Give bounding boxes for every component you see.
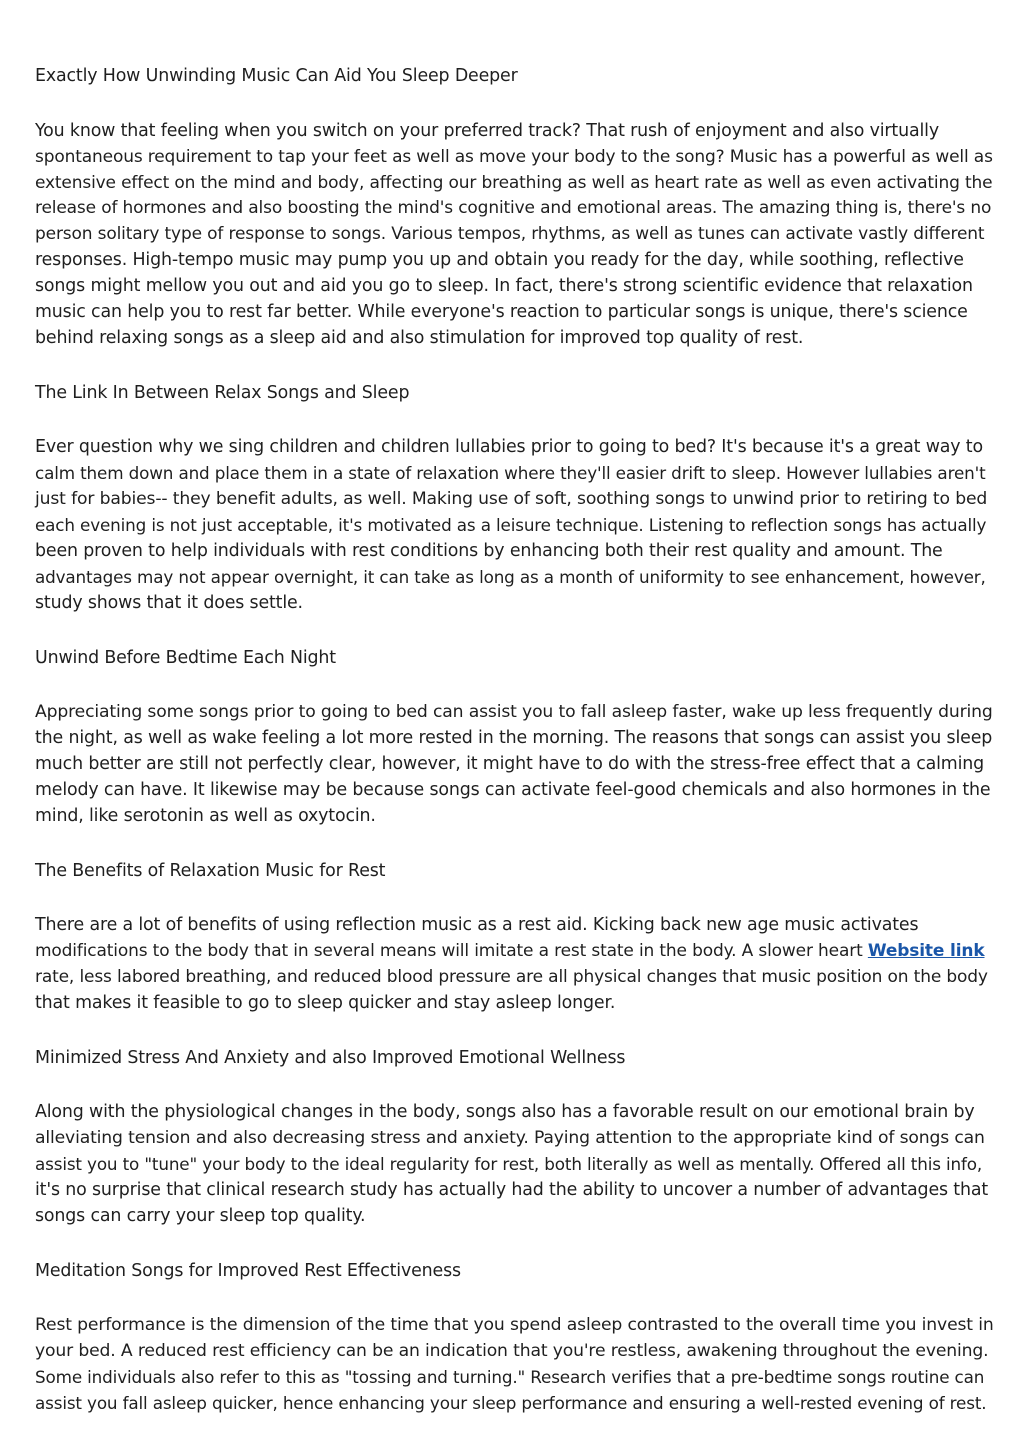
paragraph-line: Some individuals also refer to this as "tossing and turning." Research verifies that a pre-bedtime songs routine can <box>35 1367 985 1388</box>
paragraph-line: calm them down and place them in a state of relaxation where they'll easier drift to sleep. However lullabies aren't <box>35 463 986 484</box>
section-heading-meditation: Meditation Songs for Improved Rest Effectiveness <box>35 1260 461 1281</box>
paragraph-line: mind, like serotonin as well as oxytocin. <box>35 805 376 826</box>
paragraph-unwind <box>35 700 993 830</box>
paragraph-intro <box>35 119 993 352</box>
paragraph-line: assist you to "tune" your body to the ideal regularity for rest, both literally as well as mentally. Offered all this info, <box>35 1154 983 1175</box>
paragraph-emotional <box>35 1100 988 1230</box>
paragraph-line: music can help you to rest far better. While everyone's reaction to particular songs is unique, there's science <box>35 302 968 323</box>
paragraph-line: rate, less labored breathing, and reduced blood pressure are all physical changes that music position on the body <box>35 967 988 988</box>
paragraph-line: Appreciating some songs prior to going to bed can assist you to fall asleep faster, wake up less frequently during <box>35 702 993 723</box>
paragraph-line: melody can have. It likewise may be because songs can activate feel-good chemicals and also hormones in the <box>35 779 991 800</box>
paragraph-line: behind relaxing songs as a sleep aid and also stimulation for improved top quality of rest. <box>35 327 804 348</box>
paragraph-line: the night, as well as wake feeling a lot more rested in the morning. The reasons that songs can assist you sleep <box>35 728 993 749</box>
paragraph-line: alleviating tension and also decreasing stress and anxiety. Paying attention to the appropriate kind of songs can <box>35 1128 985 1149</box>
section-heading-link-relax-songs: The Link In Between Relax Songs and Sleep <box>35 382 410 403</box>
paragraph-line: Ever question why we sing children and children lullabies prior to going to bed? It's because it's a great way to <box>35 437 983 458</box>
section-heading-benefits: The Benefits of Relaxation Music for Rest <box>35 860 386 881</box>
website-link[interactable]: Website link <box>867 941 985 962</box>
paragraph-line: been proven to help individuals with rest conditions by enhancing both their rest quality and amount. The <box>35 540 943 561</box>
section-heading-stress-anxiety: Minimized Stress And Anxiety and also Improved Emotional Wellness <box>35 1047 626 1068</box>
paragraph-efficiency <box>35 1313 994 1417</box>
paragraph-line: There are a lot of benefits of using reflection music as a rest aid. Kicking back new age music activates <box>35 915 919 936</box>
section-heading-unwind-bedtime: Unwind Before Bedtime Each Night <box>35 647 336 668</box>
paragraph-line: much better are still not perfectly clear, however, it might have to do with the stress-free effect that a calming <box>35 754 985 775</box>
paragraph-line: release of hormones and also boosting the mind's cognitive and emotional areas. The amazing thing is, there's no <box>35 198 992 219</box>
paragraph-line: that makes it feasible to go to sleep quicker and stay asleep longer. <box>35 992 616 1013</box>
paragraph-benefits <box>35 913 988 1017</box>
paragraph-line: person solitary type of response to songs. Various tempos, rhythms, as well as tunes can activate vastly different <box>35 224 985 245</box>
article-title: Exactly How Unwinding Music Can Aid You Sleep Deeper <box>35 66 518 86</box>
paragraph-line: Along with the physiological changes in the body, songs also has a favorable result on our emotional brain by <box>35 1102 975 1123</box>
paragraph-line: responses. High-tempo music may pump you up and obtain you ready for the day, while soothing, reflective <box>35 250 964 271</box>
paragraph-line: it's no surprise that clinical research study has actually had the ability to uncover a number of advantages that <box>35 1180 988 1201</box>
paragraph-line: just for babies-- they benefit adults, as well. Making use of soft, soothing songs to unwind prior to retiring to bed <box>35 489 988 510</box>
paragraph-line: Rest performance is the dimension of the time that you spend asleep contrasted to the overall time you invest in <box>35 1315 994 1336</box>
paragraph-line: You know that feeling when you switch on your preferred track? That rush of enjoyment and also virtually <box>35 120 939 141</box>
paragraph-line: assist you fall asleep quicker, hence enhancing your sleep performance and ensuring a well-rested evening of rest. <box>35 1393 987 1414</box>
paragraph-line: advantages may not appear overnight, it can take as long as a month of uniformity to see enhancement, however, <box>35 566 986 587</box>
paragraph-lullabies <box>35 435 988 616</box>
paragraph-line: songs can carry your sleep top quality. <box>35 1205 366 1226</box>
paragraph-line: your bed. A reduced rest efficiency can be an indication that you're restless, awakening throughout the evening. <box>35 1341 989 1362</box>
paragraph-line: songs might mellow you out and aid you go to sleep. In fact, there's strong scientific evidence that relaxation <box>35 276 973 297</box>
paragraph-line: study shows that it does settle. <box>35 592 303 613</box>
paragraph-line: each evening is not just acceptable, it's motivated as a leisure technique. Listening to reflection songs has actually <box>35 515 987 536</box>
paragraph-line-text: modifications to the body that in several means will imitate a rest state in the body. A slower heart <box>35 941 868 962</box>
paragraph-line: spontaneous requirement to tap your feet as well as move your body to the song? Music has a powerful as well as <box>35 146 993 167</box>
paragraph-line: extensive effect on the mind and body, affecting our breathing as well as heart rate as well as even activating the <box>35 172 993 193</box>
paragraph-line-with-link <box>35 939 988 965</box>
